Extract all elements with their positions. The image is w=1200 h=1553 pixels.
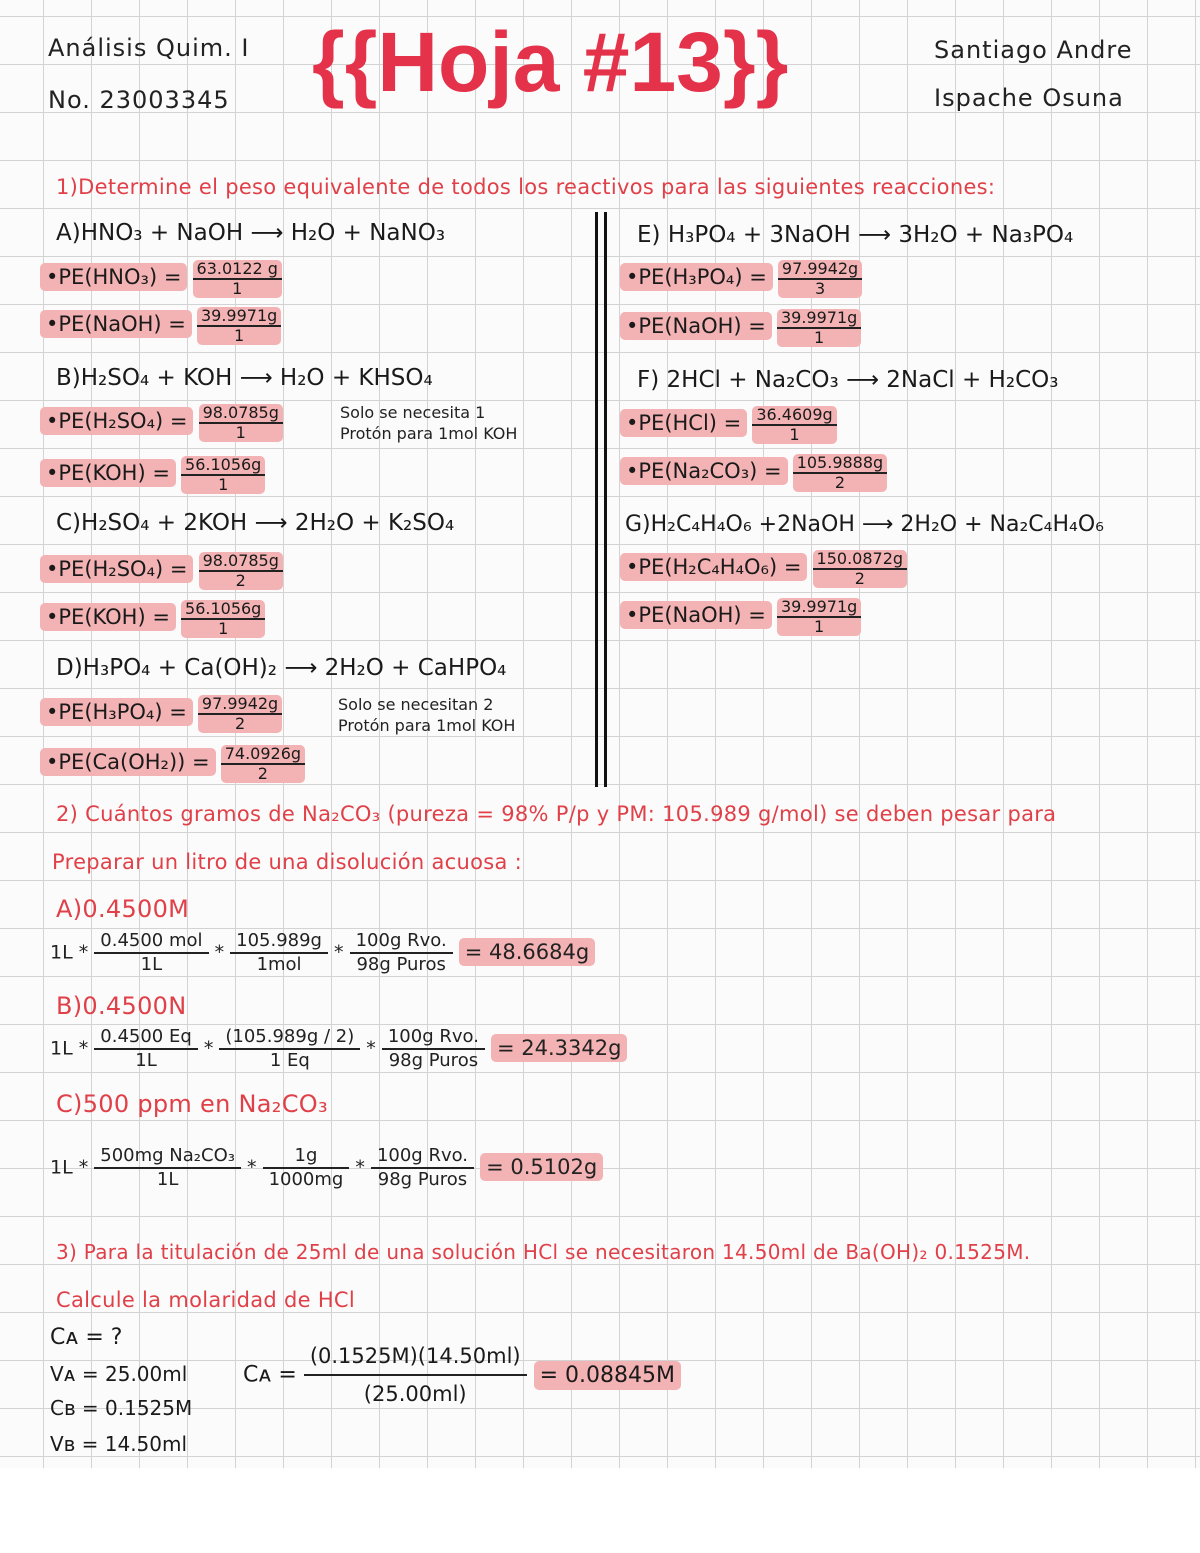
part-c-label: C)500 ppm en Na₂CO₃ (56, 1090, 328, 1118)
pe-item: •PE(Ca(OH₂)) = $\frac{74.0926g}{2}$ (40, 745, 305, 783)
question-2-prompt: 2) Cuántos gramos de Na₂CO₃ (pureza = 98% P/p y PM: 105.989 g/mol) se deben pesar para (56, 802, 1057, 826)
given-va: Vᴀ = 25.00ml (50, 1362, 188, 1386)
calc-row: 1L * $\frac{\text{500mg Na₂CO₃}}{1L}$ * $\frac{1g}{1000mg}$ * 100g Rvo. 98g Puros = 0.5102g (50, 1145, 603, 1191)
course-label: Análisis Quim. I (48, 34, 250, 62)
pe-item: •PE(KOH) = $\frac{56.1056g}{1}$ (40, 456, 265, 494)
part-b-label: B)0.4500N (56, 992, 187, 1020)
question-2-prompt-cont: Preparar un litro de una disolución acuosa : (52, 850, 523, 874)
question-3-prompt-cont: Calcule la molaridad de HCl (56, 1288, 356, 1312)
pe-item: •PE(H₂SO₄) = $\frac{98.0785g}{1}$ (40, 404, 283, 442)
page-title: {{Hoja #13}} (312, 15, 789, 109)
given-cb: Cʙ = 0.1525M (50, 1396, 193, 1420)
reaction-a: A)HNO₃ + NaOH ⟶ H₂O + NaNO₃ (56, 220, 446, 246)
note: Solo se necesitan 2 Protón para 1mol KOH (338, 695, 516, 735)
question-1-prompt: 1)Determine el peso equivalente de todos los reactivos para las siguientes reacciones: (56, 175, 996, 199)
note: Solo se necesita 1 Protón para 1mol KOH (340, 403, 518, 443)
question-3-prompt: 3) Para la titulación de 25ml de una solución HCl se necesitaron 14.50ml de Ba(OH)₂ 0.1525M. (56, 1240, 1031, 1264)
reaction-f: F) 2HCl + Na₂CO₃ ⟶ 2NaCl + H₂CO₃ (637, 367, 1059, 393)
calc-row: 1L * 0.4500 mol 1L * 105.989g 1mol * 100g Rvo. 98g Puros = 48.6684g (50, 930, 595, 976)
pe-item: •PE(H₂SO₄) = $\frac{98.0785g}{2}$ (40, 552, 283, 590)
pe-item: •PE(KOH) = $\frac{56.1056g}{1}$ (40, 600, 265, 638)
reaction-b: B)H₂SO₄ + KOH ⟶ H₂O + KHSO₄ (56, 365, 433, 391)
pe-item: •PE(HCl) = $\frac{36.4609g}{1}$ (620, 406, 837, 444)
student-number: No. 23003345 (48, 86, 230, 114)
calc-row: 1L * $\frac{0.4500 Eq}{1L}$ * $\frac{(105.989g / 2)}{1 Eq}$ * 100g Rvo. 98g Puros = 24.3342g (50, 1026, 627, 1072)
given-vb: Vʙ = 14.50ml (50, 1432, 188, 1456)
pe-item: •PE(NaOH) = $\frac{39.9971g}{1}$ (620, 598, 861, 636)
pe-item: •PE(Na₂CO₃) = $\frac{105.9888g}{2}$ (620, 454, 887, 492)
part-a-label: A)0.4500M (56, 895, 190, 923)
pe-item: •PE(H₂C₄H₄O₆) = $\frac{150.0872g}{2}$ (620, 550, 907, 588)
pe-item: •PE(H₃PO₄) = $\frac{97.9942g}{3}$ (620, 260, 862, 298)
student-name-line1: Santiago Andre (934, 36, 1133, 64)
molarity-formula: Cᴀ = $\frac{(0.1525M)(14.50ml)}{(25.00ml)}$ = 0.08845M (243, 1338, 681, 1412)
student-name-line2: Ispache Osuna (934, 84, 1124, 112)
column-divider (595, 212, 598, 787)
column-divider (604, 212, 607, 787)
reaction-d: D)H₃PO₄ + Ca(OH)₂ ⟶ 2H₂O + CaHPO₄ (56, 655, 507, 681)
given-ca: Cᴀ = ? (50, 1325, 123, 1350)
reaction-c: C)H₂SO₄ + 2KOH ⟶ 2H₂O + K₂SO₄ (56, 510, 455, 536)
pe-item: •PE(NaOH) = $\frac{39.9971g}{1}$ (40, 307, 281, 345)
pe-item: •PE(NaOH) = $\frac{39.9971g}{1}$ (620, 309, 861, 347)
pe-item: •PE(HNO₃) = $\frac{63.0122 g}{1}$ (40, 260, 282, 298)
pe-item: •PE(H₃PO₄) = $\frac{97.9942g}{2}$ (40, 695, 282, 733)
reaction-e: E) H₃PO₄ + 3NaOH ⟶ 3H₂O + Na₃PO₄ (637, 222, 1074, 248)
reaction-g: G)H₂C₄H₄O₆ +2NaOH ⟶ 2H₂O + Na₂C₄H₄O₆ (625, 512, 1104, 537)
